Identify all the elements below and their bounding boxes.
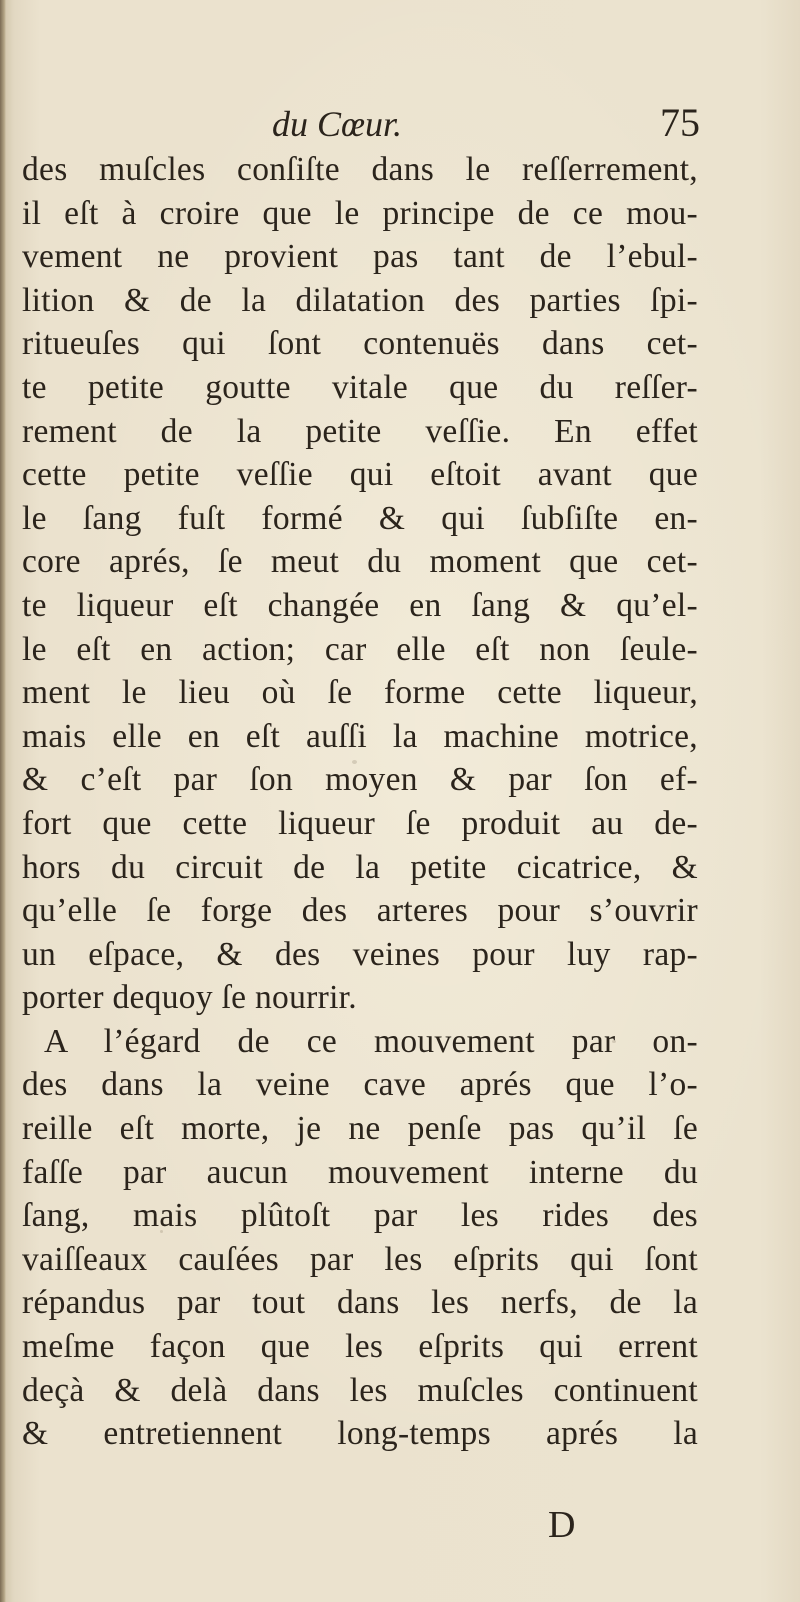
page-number: 75 [660,100,700,145]
paper-speck [612,1040,616,1043]
body-text [22,148,698,1456]
text-line: meſme façon que les eſprits qui errent [22,1328,698,1366]
paragraph-1 [22,148,698,1020]
paragraph-2 [22,1020,698,1456]
text-line: hors du circuit de la petite cicatrice, & [22,848,698,886]
paper-speck [352,760,357,764]
text-line: reille eſt morte, je ne penſe pas qu’il ſe [22,1110,698,1148]
text-line: vement ne provient pas tant de l’ebul- [22,238,698,276]
text-line: ment le lieu où ſe forme cette liqueur, [22,674,698,712]
text-line: le ſang fuſt formé & qui ſubſiſte en- [22,499,698,537]
text-line: ritueuſes qui ſont contenuës dans cet- [22,325,698,363]
text-line: porter dequoy ſe nourrir. [22,979,357,1017]
text-line: lition & de la dilatation des parties ſpi- [22,281,698,319]
binding-gutter [0,0,6,1602]
text-line: faſſe par aucun mouvement interne du [22,1153,698,1191]
page-header [22,100,700,148]
text-line: & c’eſt par ſon moyen & par ſon ef- [22,761,698,799]
text-line: il eſt à croire que le principe de ce mou- [22,194,698,232]
text-line: te petite goutte vitale que du reſſer- [22,368,698,406]
text-line: A l’égard de ce mouvement par on- [44,1022,698,1060]
text-line: mais elle en eſt auſſi la machine motrice, [22,717,698,755]
paper-speck [160,1230,163,1233]
text-line: fort que cette liqueur ſe produit au de- [22,804,698,842]
text-line: qu’elle ſe forge des arteres pour s’ouvrir [22,892,698,930]
text-line: vaiſſeaux cauſées par les eſprits qui ſont [22,1240,698,1278]
text-line: te liqueur eſt changée en ſang & qu’el- [22,586,698,624]
text-line: deçà & delà dans les muſcles continuent [22,1371,698,1409]
signature-mark: D [548,1504,576,1546]
text-line: un eſpace, & des veines pour luy rap- [22,935,698,973]
text-line: & entretiennent long-temps aprés la [22,1415,698,1453]
text-line: cette petite veſſie qui eſtoit avant que [22,456,698,494]
text-line: core aprés, ſe meut du moment que cet- [22,543,698,581]
text-line: répandus par tout dans les nerfs, de la [22,1284,698,1322]
text-line: des muſcles conſiſte dans le reſſerrement, [22,151,698,188]
running-head: du Cœur. [272,104,403,144]
text-line: le eſt en action; car elle eſt non ſeule- [22,630,698,668]
text-line: des dans la veine cave aprés que l’o- [22,1066,698,1104]
text-line: rement de la petite veſſie. En effet [22,412,698,450]
text-line: ſang, mais plûtoſt par les rides des [22,1197,698,1235]
